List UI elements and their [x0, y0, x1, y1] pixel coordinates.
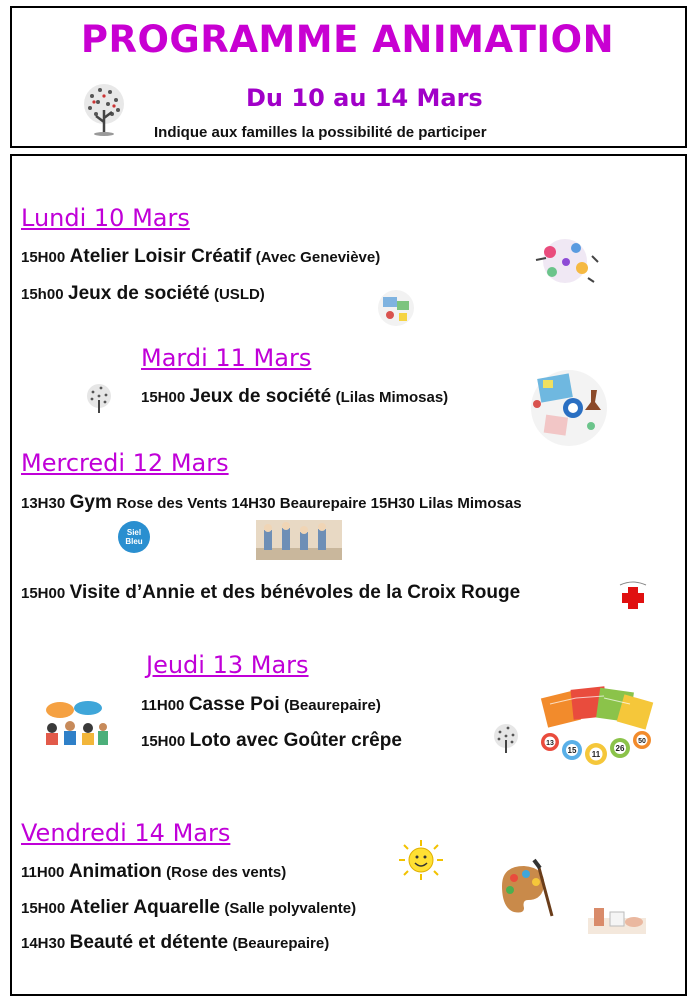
date-range: Du 10 au 14 Mars: [246, 84, 483, 112]
craft-hands-icon: [528, 236, 602, 286]
sun-icon: [396, 838, 446, 882]
day-wednesday: Mercredi 12 Mars: [21, 449, 229, 477]
event-line: 14H30 Beauté et détente (Beaurepaire): [21, 932, 330, 953]
day-tuesday: Mardi 11 Mars: [141, 344, 312, 372]
board-games-icon: [525, 368, 613, 448]
board-game-icon: [376, 288, 416, 328]
event-line: 15H00 Atelier Aquarelle (Salle polyvalente): [21, 897, 357, 918]
loto-ball-number: 13: [546, 740, 554, 747]
day-monday: Lundi 10 Mars: [21, 204, 190, 232]
legend-note: Indique aux familles la possibilité de participer: [154, 124, 487, 141]
tree-icon: [78, 82, 130, 142]
tree-icon: [83, 382, 115, 418]
event-line: 11H00 Animation (Rose des vents): [21, 861, 287, 882]
loto-ball-number: 26: [615, 744, 625, 753]
loto-ball-number: 11: [591, 750, 601, 759]
event-line: 15H00 Loto avec Goûter crêpe: [141, 730, 402, 751]
group-discussion-icon: [40, 700, 110, 748]
loto-ball-number: 15: [567, 746, 577, 755]
loto-cards-icon: [536, 684, 658, 770]
event-line: 11H00 Casse Poi (Beaurepaire): [141, 694, 381, 715]
event-line: 13H30 Gym Rose des Vents 14H30 Beaurepaire 15H30 Lilas Mimosas: [21, 492, 522, 513]
page-title: PROGRAMME ANIMATION: [80, 18, 615, 61]
day-friday: Vendredi 14 Mars: [21, 819, 231, 847]
paint-palette-icon: [494, 856, 560, 922]
tree-icon: [490, 722, 522, 758]
event-line: 15H00 Atelier Loisir Créatif (Avec Geneviève): [21, 246, 381, 267]
siel-bleu-logo: Siel Bleu: [118, 521, 150, 553]
gym-photo: [256, 520, 342, 560]
event-line: 15H00 Visite d’Annie et des bénévoles de la Croix Rouge: [21, 582, 521, 603]
beauty-products-icon: [584, 900, 650, 938]
loto-ball-number: 50: [638, 738, 646, 745]
red-cross-icon: [616, 579, 650, 609]
day-thursday: Jeudi 13 Mars: [146, 651, 309, 679]
event-line: 15h00 Jeux de société (USLD): [21, 283, 265, 304]
event-line: 15H00 Jeux de société (Lilas Mimosas): [141, 386, 449, 407]
